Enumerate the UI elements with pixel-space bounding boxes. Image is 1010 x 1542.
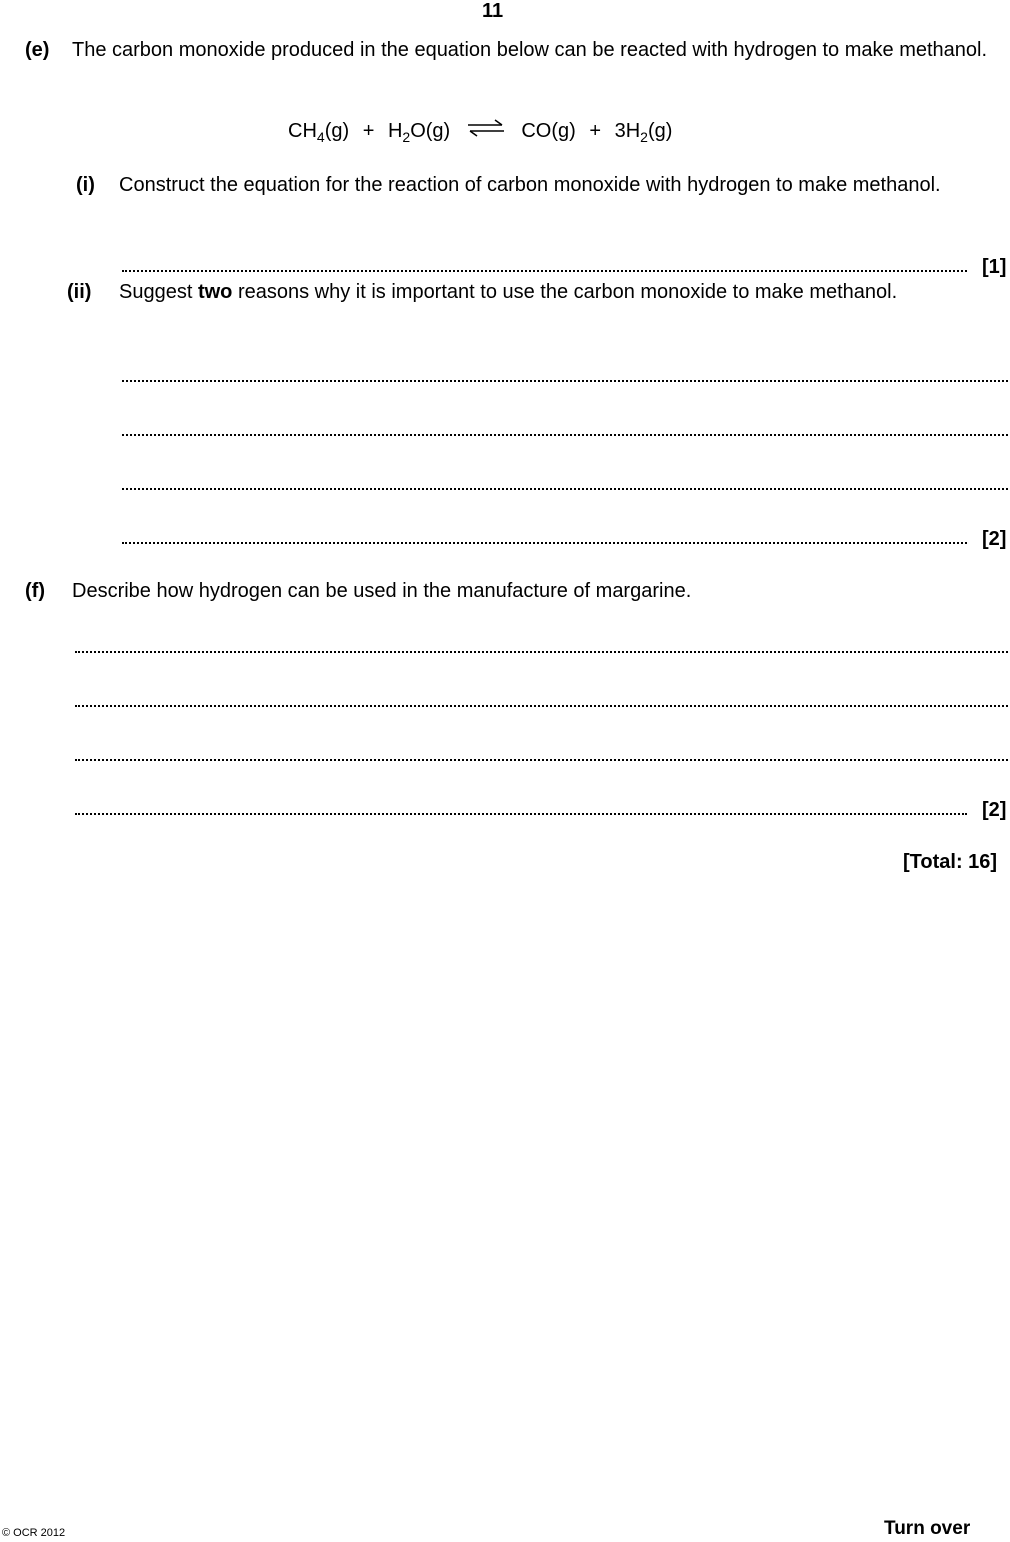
equilibrium-arrow-icon [466,118,506,145]
plus-sign: + [589,120,602,142]
turn-over-label: Turn over [884,1518,971,1539]
answer-line[interactable] [122,270,967,272]
ch4-formula: $CH_4(g)$ [288,120,350,145]
text-segment: Suggest [119,281,198,303]
page-number: 11 [482,0,504,22]
total-marks: [Total: 16] [903,851,998,873]
marks-e-i: [1] [982,256,1007,278]
answer-line[interactable] [122,488,1008,490]
answer-line[interactable] [75,813,967,815]
question-label-f: (f) [25,580,45,602]
co-formula: CO(g) [521,120,576,142]
chemical-equation [288,118,672,145]
answer-line[interactable] [75,705,1008,707]
question-text-e-ii [119,279,1010,306]
plus-sign: + [362,120,375,142]
answer-line[interactable] [122,434,1008,436]
answer-line[interactable] [122,380,1008,382]
question-label-e: (e) [25,39,50,61]
h2o-formula: $H_2O(g)$ [387,120,451,145]
question-text-f: Describe how hydrogen can be used in the manufacture of margarine. [72,580,692,602]
copyright-notice: © OCR 2012 [2,1527,66,1539]
marks-e-ii: [2] [982,528,1007,550]
marks-f: [2] [982,799,1007,821]
answer-line[interactable] [122,542,967,544]
h2-formula: $3H_2(g)$ [614,120,673,145]
answer-line[interactable] [75,651,1008,653]
emphasis-two: two [197,281,233,303]
text-segment: reasons why it is important to use the carbon monoxide to make methanol. [232,281,898,303]
question-label-e-ii: (ii) [67,281,92,303]
answer-line[interactable] [75,759,1008,761]
question-text-e-i: Construct the equation for the reaction of carbon monoxide with hydrogen to make methanol. [119,174,941,196]
question-label-e-i: (i) [76,174,95,196]
question-text-e: The carbon monoxide produced in the equation below can be reacted with hydrogen to make methanol. [72,39,988,61]
